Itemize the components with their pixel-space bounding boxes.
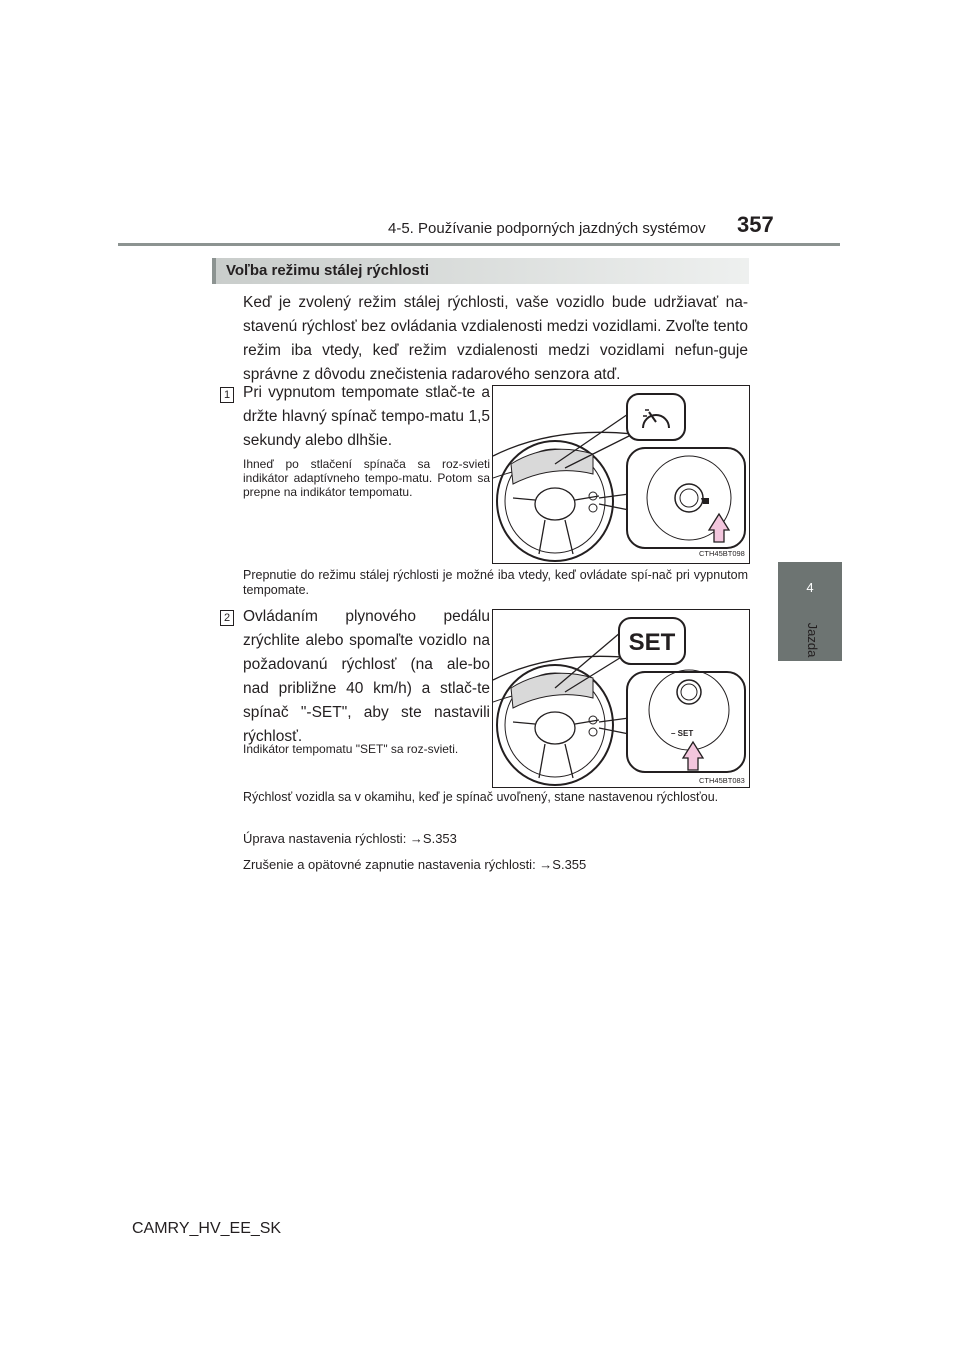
step-number-box: 1: [220, 387, 234, 403]
chapter-tab-label: Jazda: [805, 622, 820, 658]
step-1-text: Pri vypnutom tempomate stlač-te a držte hlavný spínač tempo-matu 1,5 sekundy alebo dlhšie.: [243, 384, 490, 449]
reference-text: Úprava nastavenia rýchlosti:: [243, 831, 410, 846]
running-header: 4-5. Používanie podporných jazdných systémov: [388, 220, 706, 237]
reference-text: Zrušenie a opätovné zapnutie nastavenia rýchlosti:: [243, 857, 540, 872]
figure-cruise-main-switch: [492, 385, 750, 564]
steering-wheel-illustration: [493, 386, 749, 563]
step-2-note: Indikátor tempomatu "SET" sa roz-svieti.: [243, 742, 459, 756]
figure-set-switch: [492, 609, 750, 788]
page-number: 357: [737, 212, 774, 237]
section-title: Voľba režimu stálej rýchlosti: [226, 262, 430, 279]
step-2-after-note: Rýchlosť vozidla sa v okamihu, keď je spínač uvoľnený, stane nastavenou rýchlosťou.: [243, 790, 719, 804]
set-switch-label: – SET: [671, 729, 694, 738]
reference-speed-adjust: [243, 831, 457, 846]
reference-cancel-resume: [243, 857, 586, 872]
step-1-note: Ihneď po stlačení spínača sa roz-svieti indikátor adaptívneho tempo-matu. Potom sa prepne na indikátor tempomatu.: [243, 457, 490, 499]
set-callout-label: SET: [628, 629, 676, 656]
intro-paragraph: Keď je zvolený režim stálej rýchlosti, vaše vozidlo bude udržiavať na-stavenú rýchlosť bez ovládania vzdialenosti medzi vozidlami. Zvoľte tento režim iba vtedy, keď režim vzdialenosti medzi vozidlami nefun-guje správne z dôvodu znečistenia radarového senzora atď.: [243, 294, 748, 383]
reference-target: S.353: [422, 831, 457, 846]
arrow-icon: →: [409, 831, 423, 846]
step-1-after-note: Prepnutie do režimu stálej rýchlosti je možné iba vtedy, keď ovládate spí-nač pri vypnutom tempomate.: [243, 568, 748, 597]
document-code: CAMRY_HV_EE_SK: [132, 1220, 282, 1237]
chapter-tab-number: 4: [806, 580, 814, 595]
figure-code: CTH45BT098: [699, 549, 745, 558]
steering-wheel-illustration: [493, 610, 749, 787]
figure-code: CTH45BT083: [699, 776, 745, 785]
header-rule: [118, 243, 840, 246]
arrow-icon: →: [539, 857, 553, 872]
step-2-text: Ovládaním plynového pedálu zrýchlite alebo spomaľte vozidlo na požadovanú rýchlosť (na ale-bo nad približne 40 km/h) a stlač-te spínač "-SET", aby ste nastavili rýchlosť.: [243, 608, 490, 745]
step-number-box: 2: [220, 610, 234, 626]
reference-target: S.355: [552, 857, 587, 872]
